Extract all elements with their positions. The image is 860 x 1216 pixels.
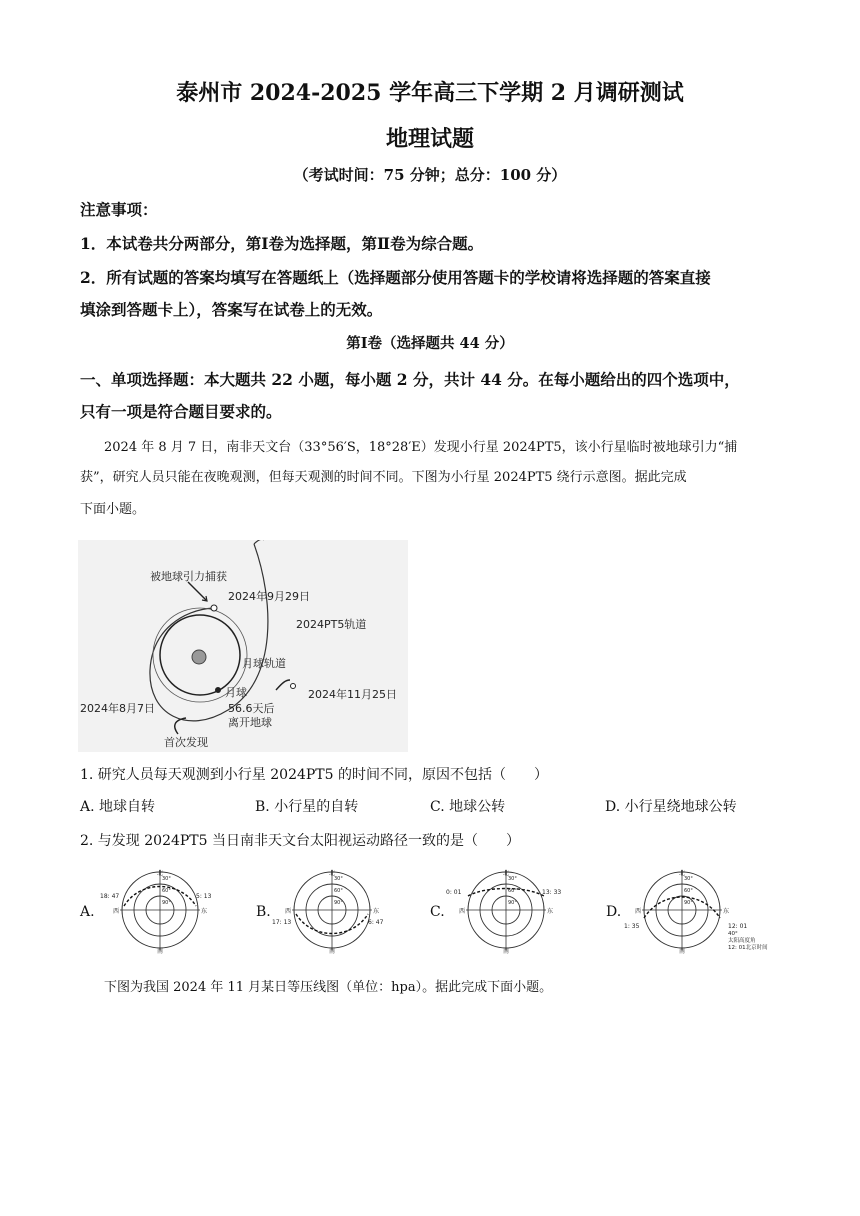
asteroid-point-sep29 [211,605,217,611]
notes-item-1: 1．本试卷共分两部分，第Ⅰ卷为选择题，第Ⅱ卷为综合题。 [80,234,484,253]
svg-text:30°: 30° [684,876,693,882]
notes-heading: 注意事项： [80,200,158,219]
svg-text:南: 南 [329,948,336,954]
svg-text:东: 东 [723,908,730,915]
svg-text:60°: 60° [508,888,517,894]
svg-text:18: 47: 18: 47 [100,893,120,900]
svg-text:东: 东 [547,908,554,915]
notes-item-2-line2: 填涂到答题卡上），答案写在试卷上的无效。 [80,300,383,319]
svg-text:东: 东 [373,908,380,915]
exam-info: （考试时间：75 分钟；总分：100 分） [293,166,567,184]
page-title: 泰州市 2024-2025 学年高三下学期 2 月调研测试 [176,80,684,106]
q1-option-a[interactable]: A. 地球自转 [80,799,156,815]
moon-orbit-label: 月球轨道 [242,657,286,670]
q1-option-d[interactable]: D. 小行星绕地球公转 [605,799,737,815]
svg-text:90°: 90° [508,900,517,906]
svg-text:太阳高度角: 太阳高度角 [728,938,756,944]
earth-icon [192,650,206,664]
section-instruction-line2: 只有一项是符合题目要求的。 [80,402,282,421]
svg-text:30°: 30° [334,876,343,882]
svg-text:12: 01: 12: 01 [728,923,748,930]
svg-text:90°: 90° [162,900,171,906]
section-heading: 第Ⅰ卷（选择题共 44 分） [346,335,514,352]
svg-text:13: 33: 13: 33 [542,889,562,896]
svg-text:60°: 60° [334,888,343,894]
q2-option-c-diagram[interactable] [446,866,566,954]
svg-text:西: 西 [459,908,466,915]
svg-text:90°: 90° [684,900,693,906]
passage1-line1: 2024 年 8 月 7 日，南非天文台（33°56′S，18°28′E）发现小行星 2024PT5，该小行星临时被地球引力“捕 [104,440,738,455]
svg-text:6: 47: 6: 47 [368,919,384,926]
svg-text:南: 南 [679,948,686,954]
svg-text:北: 北 [679,870,686,877]
passage2-line1: 下图为我国 2024 年 11 月某日等压线图（单位：hpa）。据此完成下面小题。 [104,980,553,995]
svg-text:30°: 30° [162,876,171,882]
q1-stem: 1. 研究人员每天观测到小行星 2024PT5 的时间不同，原因不包括（ ） [80,767,549,783]
svg-text:西: 西 [635,908,642,915]
svg-text:南: 南 [157,948,164,954]
moon-icon [215,687,221,693]
svg-text:西: 西 [113,908,120,915]
svg-text:0: 01: 0: 01 [446,889,462,896]
svg-text:60°: 60° [684,888,693,894]
asteroid-orbit-figure [78,540,408,752]
q2-option-a-diagram[interactable] [100,866,220,954]
page-subtitle: 地理试题 [385,126,474,152]
q2-option-a-letter[interactable]: A. [80,904,95,920]
svg-text:东: 东 [201,908,208,915]
q1-option-b[interactable]: B. 小行星的自转 [255,799,359,815]
captured-label: 被地球引力捕获 [150,570,227,583]
svg-text:17: 13: 17: 13 [272,919,292,926]
moon-label: 月球 [225,686,247,699]
asteroid-point-nov25 [291,684,296,689]
svg-text:40°: 40° [728,931,738,937]
leave-label-line1: 56.6天后 [228,702,275,715]
svg-text:北: 北 [503,870,510,877]
orbit-label: 2024PT5轨道 [296,618,367,631]
leave-label-line2: 离开地球 [228,716,272,729]
svg-text:西: 西 [285,908,292,915]
svg-text:12: 01北京时间: 12: 01北京时间 [728,945,768,951]
q2-option-b-diagram[interactable] [272,866,392,954]
q2-option-b-letter[interactable]: B. [256,904,271,920]
svg-text:5: 13: 5: 13 [196,893,212,900]
first-found-label: 首次发现 [164,736,208,749]
q2-stem: 2. 与发现 2024PT5 当日南非天文台太阳视运动路径一致的是（ ） [80,833,521,849]
section-instruction-line1: 一、单项选择题：本大题共 22 小题，每小题 2 分，共计 44 分。在每小题给出的四个选项中， [80,370,740,389]
svg-text:60°: 60° [162,888,171,894]
date-sep29-label: 2024年9月29日 [228,590,310,603]
passage1-line3: 下面小题。 [80,502,146,517]
date-aug7-label: 2024年8月7日 [80,702,155,715]
q2-option-d-diagram[interactable] [622,866,782,954]
svg-text:1: 35: 1: 35 [624,923,640,930]
q2-option-d-letter[interactable]: D. [606,904,622,920]
notes-item-2-line1: 2．所有试题的答案均填写在答题纸上（选择题部分使用答题卡的学校请将选择题的答案直接 [80,268,711,287]
q1-option-c[interactable]: C. 地球公转 [430,799,506,815]
svg-text:90°: 90° [334,900,343,906]
svg-text:南: 南 [503,948,510,954]
date-nov25-label: 2024年11月25日 [308,688,397,701]
passage1-line2: 获”，研究人员只能在夜晚观测，但每天观测的时间不同。下图为小行星 2024PT5 绕行示意图。据此完成 [80,470,687,485]
svg-text:30°: 30° [508,876,517,882]
svg-text:北: 北 [329,870,336,877]
q2-option-c-letter[interactable]: C. [430,904,445,920]
svg-text:北: 北 [157,870,164,877]
